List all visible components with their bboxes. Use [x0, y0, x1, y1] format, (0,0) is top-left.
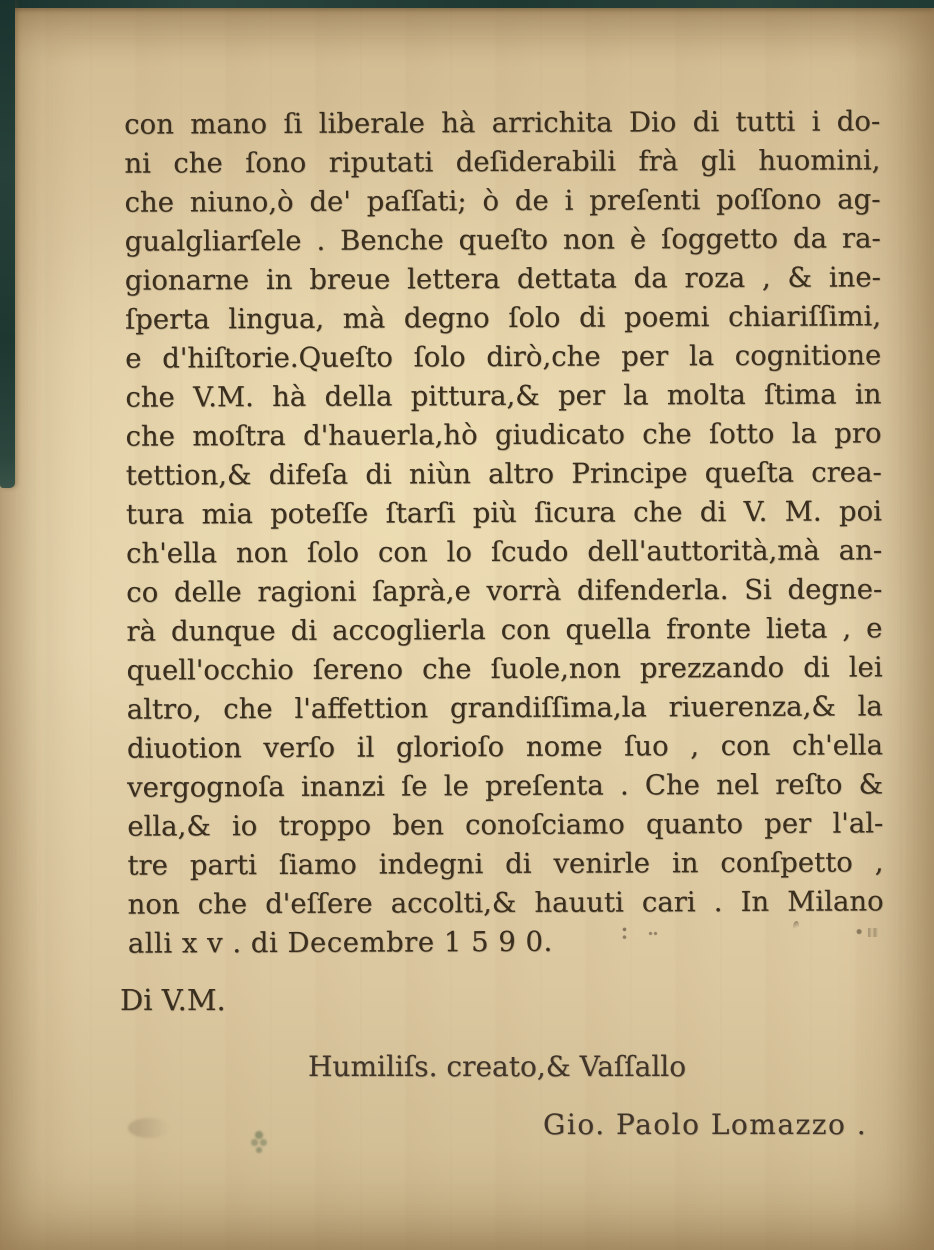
body-line: co delle ragioni ſaprà,e vorrà difenderla. Si degne- [126, 573, 883, 609]
body-line: e d'hiſtorie.Queſto ſolo dirò,che per la cognitione [125, 339, 882, 375]
body-line: altro, che l'affettion grandiſſima,la riuerenza,& la [126, 690, 883, 726]
body-line: tura mia poteſſe ſtarſi più ſicura che di V. M. poi [125, 495, 882, 531]
body-line: tettion,& difeſa di niùn altro Principe queſta crea- [125, 456, 882, 492]
valediction: Di V.M. [120, 983, 226, 1017]
body-line: vergognoſa inanzi ſe le preſenta . Che nel reſto & [127, 768, 884, 804]
body-line: gionarne in breue lettera dettata da roza , & ine- [124, 261, 881, 297]
body-line: ch'ella non ſolo con lo ſcudo dell'auttorità,mà an- [126, 534, 883, 570]
body-line: quell'occhio ſereno che ſuole,non prezzando di lei [126, 651, 883, 687]
body-line: non che d'eſſere accolti,& hauuti cari . In Milano [127, 885, 884, 921]
body-line: che niuno,ò de' paſſati; ò de i preſenti poſſono ag- [124, 183, 881, 219]
body-line: che V.M. hà della pittura,& per la molta ſtima in [125, 378, 882, 414]
body-line: ni che ſono riputati deſiderabili frà gli huomini, [124, 144, 881, 180]
bleedthrough-ornament [248, 1126, 270, 1156]
body-line: gualgliarſele . Benche queſto non è ſoggetto da ra- [124, 222, 881, 258]
body-line-dateline: alli x v . di Decembre 1 5 9 0. [127, 925, 553, 960]
body-line: tre parti ſiamo indegni di venirle in conſpetto , [127, 846, 884, 882]
signature-title-line: Humiliſs. creato,& Vaſſallo [308, 1050, 687, 1083]
body-line: diuotion verſo il glorioſo nome ſuo , con ch'ella [126, 729, 883, 765]
binding-board-left-edge [0, 0, 15, 488]
binding-board-top-edge [0, 0, 934, 8]
signature-name-line: Gio. Paolo Lomazzo . [543, 1108, 868, 1141]
body-line: con mano ſi liberale hà arrichita Dio di tutti i do- [124, 105, 881, 141]
body-line: rà dunque di accoglierla con quella fronte lieta , e [126, 612, 883, 648]
dedication-text-block [124, 102, 884, 963]
body-line: ſperta lingua, mà degno ſolo di poemi chiariſſimi, [124, 300, 882, 336]
body-line: che moſtra d'hauerla,hò giudicato che ſotto la pro [125, 417, 882, 453]
body-line: ella,& io troppo ben conoſciamo quanto per l'al- [127, 807, 884, 843]
bleedthrough-smudge [128, 1118, 170, 1138]
